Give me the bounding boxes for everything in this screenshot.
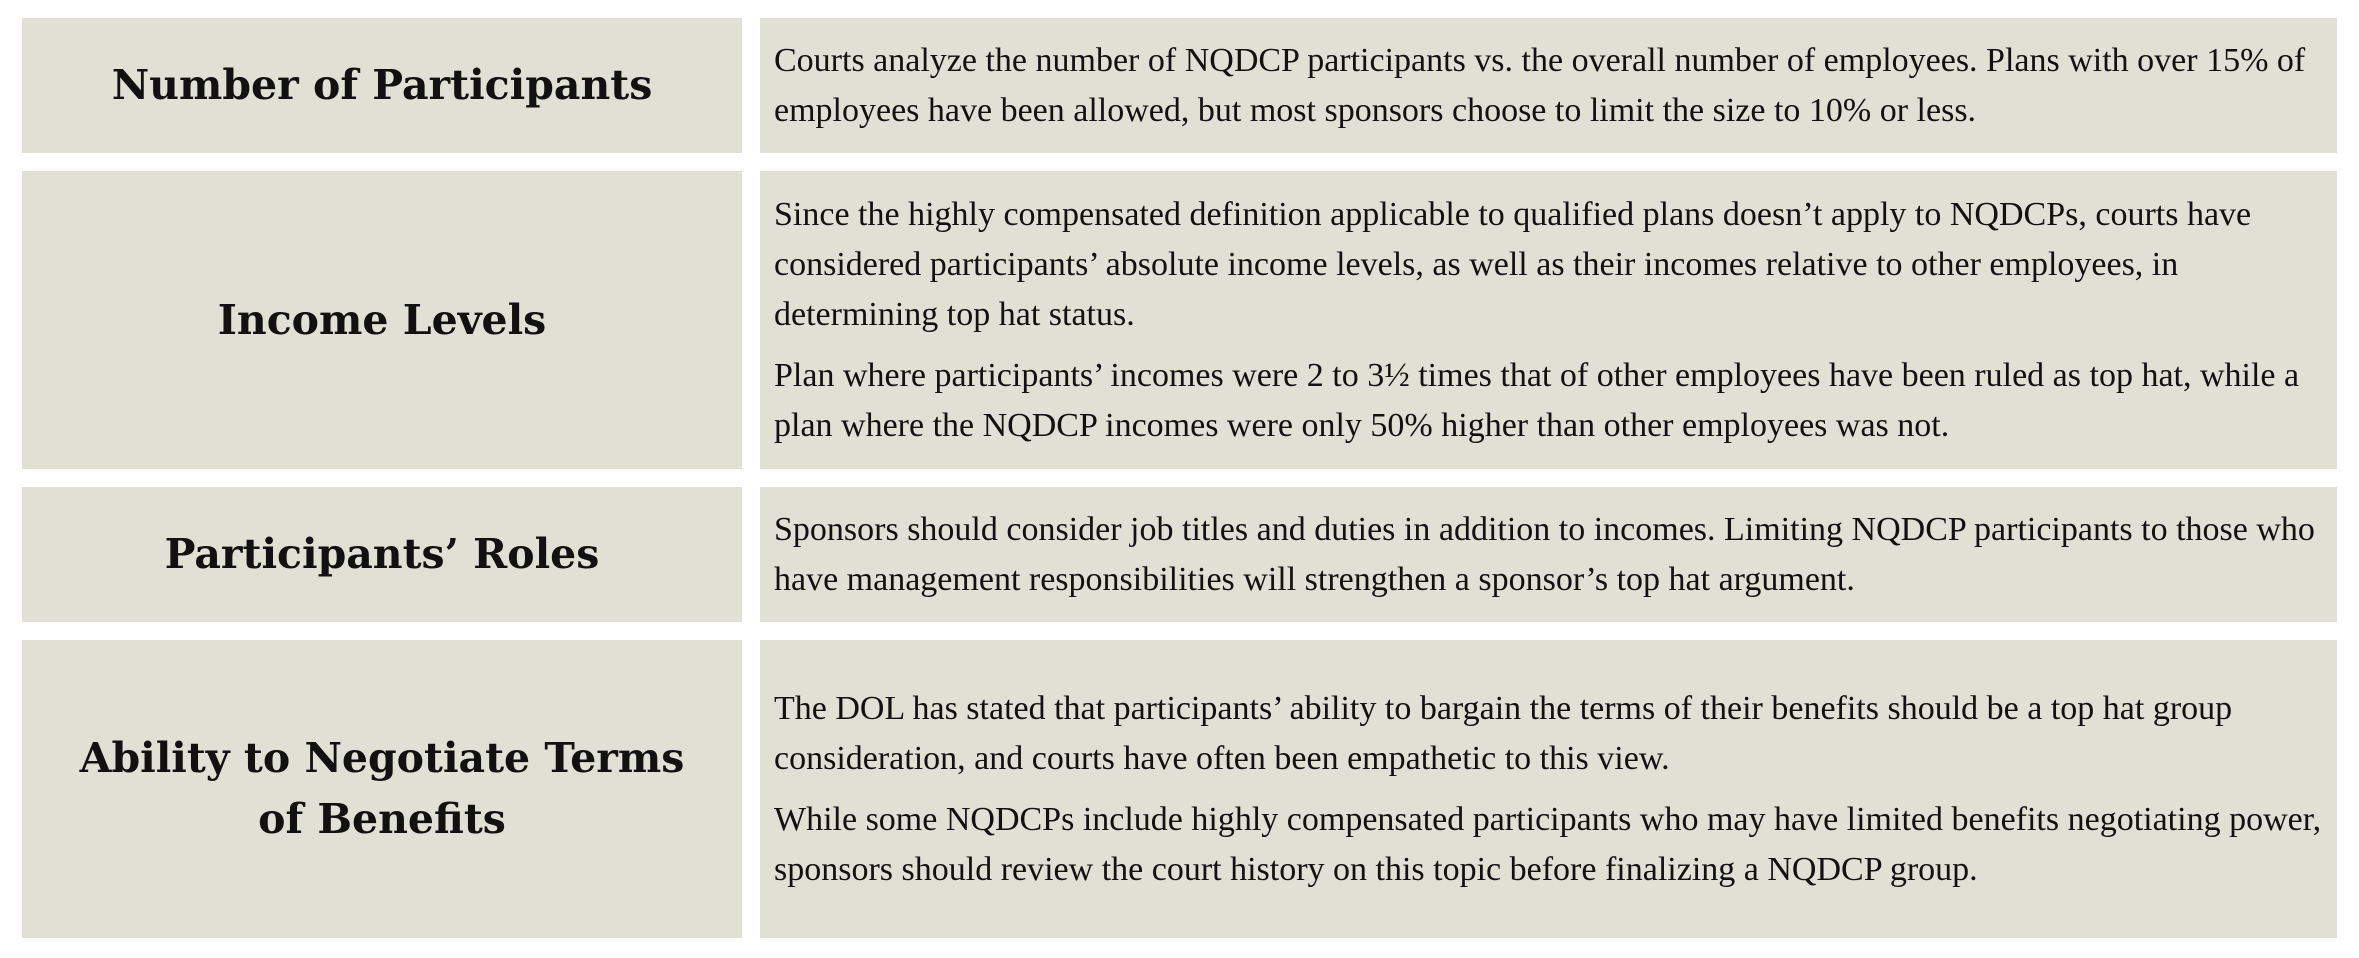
row-label: Number of Participants	[22, 18, 742, 153]
description-paragraph: The DOL has stated that participants’ ability to bargain the terms of their benefits should be a top hat group consideration, and courts have often been empathetic to this view.	[774, 689, 2233, 777]
description-paragraph: Since the highly compensated definition applicable to qualified plans doesn’t apply to NQDCPs, courts have considered participants’ absolute income levels, as well as their incomes relative to other employees, in determining top hat status.	[774, 195, 2252, 333]
description-paragraph: While some NQDCPs include highly compensated participants who may have limited benefits negotiating power, sponsors should review the court history on this topic before finalizing a NQDCP group.	[774, 800, 2322, 888]
table-row	[22, 487, 2337, 622]
row-description	[760, 171, 2337, 469]
description-paragraph: Sponsors should consider job titles and duties in addition to incomes. Limiting NQDCP participants to those who have management responsibilities will strengthen a sponsor’s top hat argument.	[774, 510, 2315, 598]
row-description	[760, 18, 2337, 153]
row-description	[760, 487, 2337, 622]
criteria-table	[22, 18, 2337, 956]
table-row	[22, 171, 2337, 469]
row-label: Participants’ Roles	[22, 487, 742, 622]
row-label: Ability to Negotiate Terms of Benefits	[22, 640, 742, 938]
row-label: Income Levels	[22, 171, 742, 469]
row-description	[760, 640, 2337, 938]
table-row	[22, 640, 2337, 938]
description-paragraph: Plan where participants’ incomes were 2 to 3½ times that of other employees have been ruled as top hat, while a plan where the NQDCP incomes were only 50% higher than other employees was not.	[774, 356, 2300, 444]
table-row	[22, 18, 2337, 153]
description-paragraph: Courts analyze the number of NQDCP participants vs. the overall number of employees. Plans with over 15% of employees have been allowed, but most sponsors choose to limit the size to 10% or less.	[774, 41, 2306, 129]
